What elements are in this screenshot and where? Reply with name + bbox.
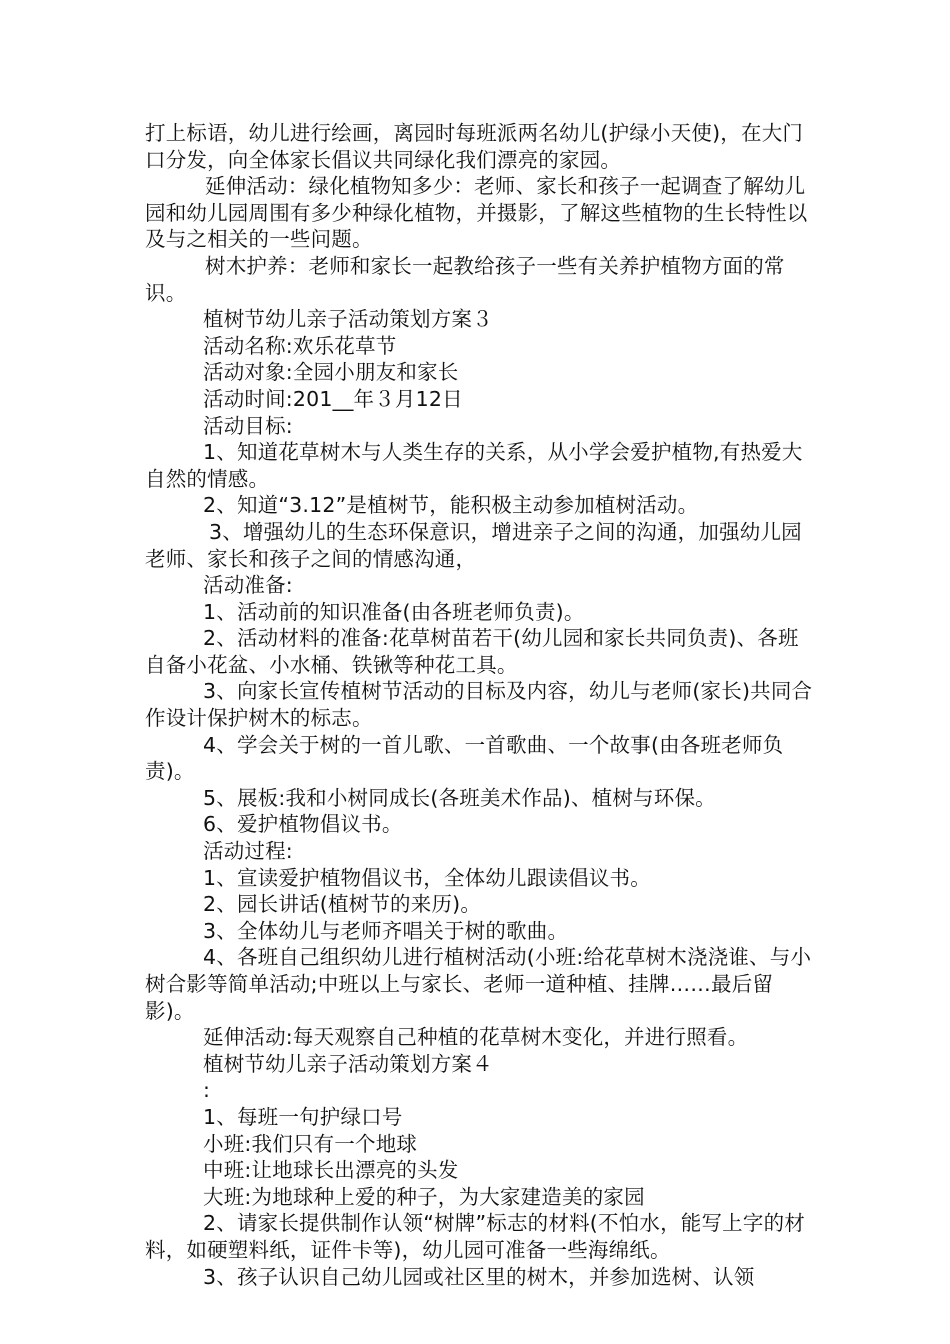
paragraph: 小班:我们只有一个地球 xyxy=(203,1131,418,1156)
list-item: 4、各班自己组织幼儿进行植树活动(小班:给花草树木浇浇谁、与小树合影等简单活动;中班以上与家长、老师一道种植、挂牌……最后留影)。 xyxy=(145,945,812,1023)
list-item: 5、展板:我和小树同成长(各班美术作品)、植树与环保。 xyxy=(203,785,716,810)
paragraph: 活动准备: xyxy=(203,573,293,598)
list-item: 3、向家长宣传植树节活动的目标及内容，幼儿与老师(家长)共同合作设计保护树木的标志。 xyxy=(145,679,813,731)
paragraph: 活动名称:欢乐花草节 xyxy=(203,333,397,358)
paragraph: 活动时间:201__年３月12日 xyxy=(203,386,463,411)
list-item: 4、学会关于树的一首儿歌、一首歌曲、一个故事(由各班老师负责)。 xyxy=(145,732,784,784)
paragraph: 树木护养：老师和家长一起教给孩子一些有关养护植物方面的常识。 xyxy=(145,253,785,305)
paragraph: : xyxy=(203,1078,211,1103)
document-body xyxy=(145,120,815,1290)
paragraph: 延伸活动:每天观察自己种植的花草树木变化，并进行照看。 xyxy=(203,1025,749,1050)
paragraph: 活动过程: xyxy=(203,839,293,864)
paragraph: 打上标语，幼儿进行绘画，离园时每班派两名幼儿(护绿小天使)，在大门口分发，向全体家长倡议共同绿化我们漂亮的家园。 xyxy=(145,121,804,172)
list-item: 2、活动材料的准备:花草树苗若干(幼儿园和家长共同负责)、各班自备小花盆、小水桶、铁锹等种花工具。 xyxy=(145,626,799,677)
paragraph: 活动对象:全园小朋友和家长 xyxy=(203,360,459,385)
list-item: 1、活动前的知识准备(由各班老师负责)。 xyxy=(203,599,585,624)
list-item: 3、增强幼儿的生态环保意识，增进亲子之间的沟通，加强幼儿园老师、家长和孩子之间的情感沟通， xyxy=(145,519,802,571)
list-item: 2、园长讲话(植树节的来历)。 xyxy=(203,892,482,917)
list-item: 1、知道花草树木与人类生存的关系，从小学会爱护植物,有热爱大自然的情感。 xyxy=(145,440,803,491)
list-item: 6、爱护植物倡议书。 xyxy=(203,812,403,837)
list-item: 3、全体幼儿与老师齐唱关于树的歌曲。 xyxy=(203,918,569,943)
list-item: 2、知道“3.12”是植树节，能积极主动参加植树活动。 xyxy=(203,493,699,518)
section-heading: 植树节幼儿亲子活动策划方案３ xyxy=(203,307,493,332)
list-item: 2、请家长提供制作认领“树牌”标志的材料(不怕水，能写上字的材料，如硬塑料纸，证件卡等)，幼儿园可准备一些海绵纸。 xyxy=(145,1211,805,1262)
paragraph: 活动目标: xyxy=(203,413,293,438)
list-item: 3、孩子认识自己幼儿园或社区里的树木，并参加选树、认领 xyxy=(203,1264,755,1289)
list-item: 1、宣读爱护植物倡议书，全体幼儿跟读倡议书。 xyxy=(203,865,651,890)
list-item: 1、每班一句护绿口号 xyxy=(203,1104,403,1129)
section-heading: 植树节幼儿亲子活动策划方案４ xyxy=(203,1051,493,1076)
paragraph: 延伸活动：绿化植物知多少：老师、家长和孩子一起调查了解幼儿园和幼儿园周围有多少种绿化植物，并摄影，了解这些植物的生长特性以及与之相关的一些问题。 xyxy=(145,174,808,252)
paragraph: 大班:为地球种上爱的种子，为大家建造美的家园 xyxy=(203,1184,645,1209)
paragraph: 中班:让地球长出漂亮的头发 xyxy=(203,1158,459,1183)
